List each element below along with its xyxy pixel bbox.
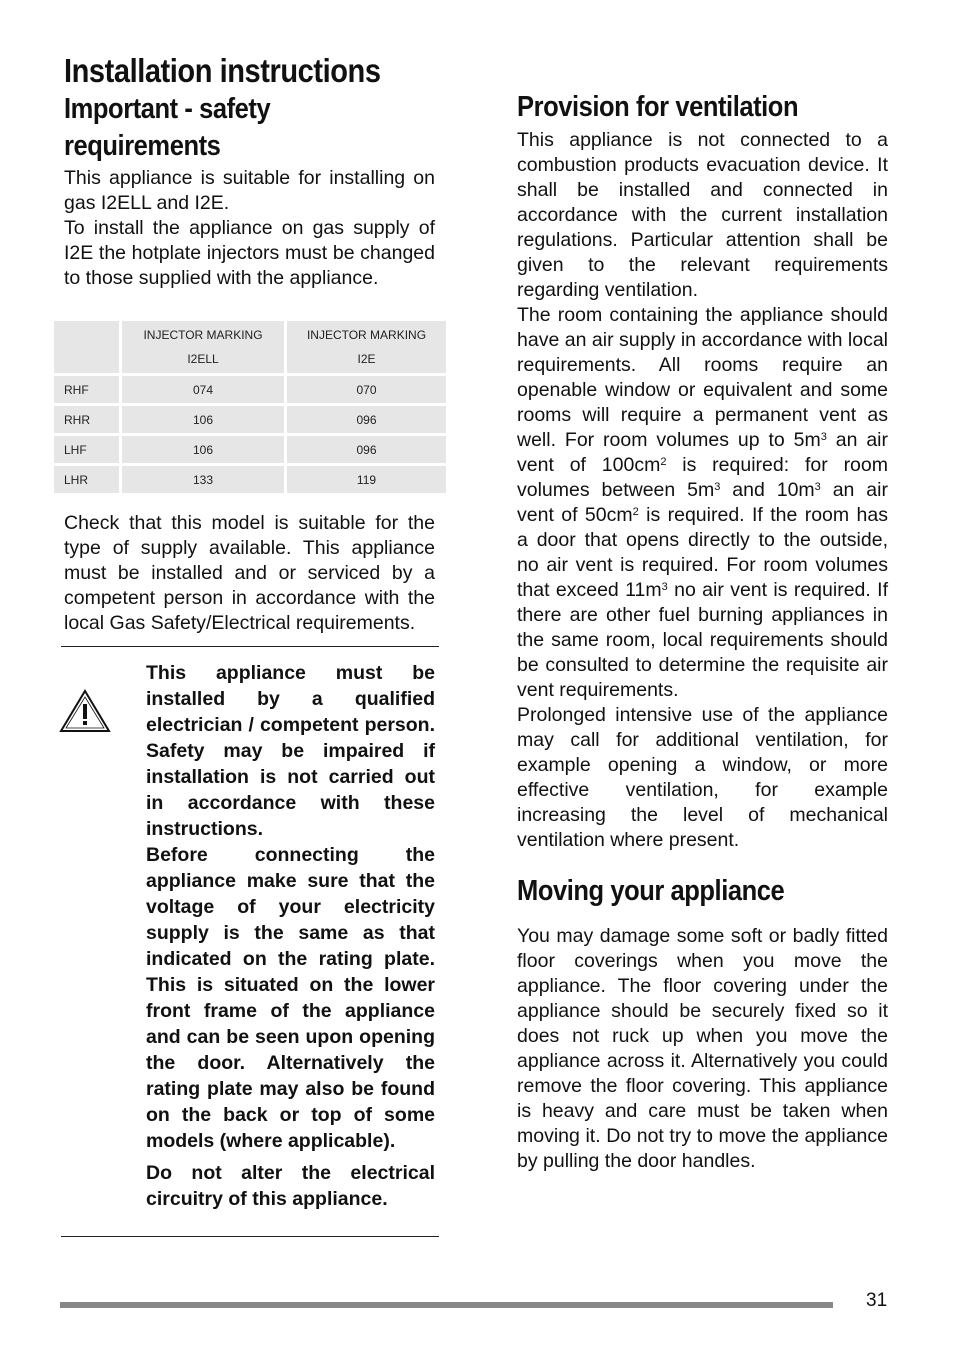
safety-heading: Important - safety requirements	[64, 93, 271, 162]
table-row	[54, 466, 446, 493]
text-run: is required. If the room has a door that opens directly to the outside, no air vent is required. For room volumes that exceed 11m	[517, 504, 888, 601]
warning-block	[146, 660, 435, 1212]
warning-qualified-text: This appliance must be installed by a qualified electrician / competent person. Safety may be impaired if installation is not carried out in accordance with these instructions.	[146, 662, 435, 840]
i2ell-value: 074	[122, 376, 287, 403]
ventilation-para-air-supply	[517, 303, 888, 703]
moving-para: You may damage some soft or badly fitted floor coverings when you move the appliance. The floor covering under the appliance should be securely fixed so it does not ruck up when you move the appliance across it. Alternatively you could remove the floor covering. This appliance is heavy and care must be taken when moving it. Do not try to move the appliance by pulling the door handles.	[517, 925, 888, 1172]
superscript: 3	[814, 481, 821, 493]
warning-circuitry-text: Do not alter the electrical circuitry of this appliance.	[146, 1162, 435, 1210]
warning-top-divider	[61, 646, 439, 647]
safety-para-supply-check	[64, 511, 435, 636]
table-row	[54, 376, 446, 403]
safety-para-gas-types: This appliance is suitable for installing on gas I2ELL and I2E.	[64, 167, 435, 214]
header-cell-i2e	[287, 321, 446, 373]
ventilation-text	[517, 128, 888, 853]
warning-bottom-divider	[61, 1236, 439, 1237]
injector-table-header	[54, 321, 446, 373]
table-row	[54, 406, 446, 433]
page-number: 31	[866, 1290, 888, 1311]
i2e-value: 096	[287, 436, 446, 463]
superscript: 3	[661, 581, 668, 593]
ventilation-para-evacuation: This appliance is not connected to a combustion products evacuation device. It shall be installed and connected in accordance with the current installation regulations. Particular attention shall be given to the relevant requirements regarding ventilation.	[517, 129, 888, 301]
header-cell-i2ell	[122, 321, 287, 373]
text-run: is required: for room volumes between 5m	[517, 454, 888, 501]
i2e-value: 070	[287, 376, 446, 403]
header-blank-cell	[54, 321, 122, 373]
row-label: RHR	[54, 406, 122, 433]
column-subheader: I2E	[357, 352, 376, 366]
injector-table	[54, 318, 446, 496]
table-row	[54, 436, 446, 463]
superscript: 2	[660, 456, 667, 468]
ventilation-heading: Provision for ventilation	[517, 91, 799, 123]
column-subheader: I2ELL	[187, 352, 219, 366]
text-run: and 10m	[720, 479, 815, 501]
warning-voltage-text: Before connecting the appliance make sure that the voltage of your electricity supply is the same as that indicated on the rating plate. This is situated on the lower front frame of the appliance and can be seen upon opening the door. Alternatively the rating plate may also be found on the back or top of some models (where applicable).	[146, 844, 435, 1152]
row-label: RHF	[54, 376, 122, 403]
i2e-value: 096	[287, 406, 446, 433]
safety-intro	[64, 166, 435, 291]
i2e-value: 119	[287, 466, 446, 493]
moving-text	[517, 924, 888, 1174]
row-label: LHF	[54, 436, 122, 463]
supply-check-text: Check that this model is suitable for the type of supply available. This appliance must be installed and or serviced by a competent person in accordance with the local Gas Safety/Electrical requirements.	[64, 512, 435, 634]
text-run: an air vent of 50cm	[517, 479, 888, 526]
i2ell-value: 133	[122, 466, 287, 493]
moving-heading: Moving your appliance	[517, 875, 785, 907]
footer-bar	[60, 1302, 833, 1308]
text-run: The room containing the appliance should have an air supply in accordance with local requirements. All rooms require an openable window or equivalent and some rooms will require a permanent vent as well. For room volumes up to 5m	[517, 304, 888, 451]
superscript: 3	[714, 481, 721, 493]
page-title: Installation instructions	[64, 52, 381, 89]
row-label: LHR	[54, 466, 122, 493]
warning-triangle-icon	[59, 688, 111, 734]
safety-para-injectors: To install the appliance on gas supply of I2E the hotplate injectors must be changed to those supplied with the appliance.	[64, 217, 435, 289]
column-header: INJECTOR MARKING	[143, 328, 263, 342]
text-run: no air vent is required. If there are other fuel burning appliances in the same room, local requirements should be consulted to determine the requisite air vent requirements.	[517, 579, 889, 701]
ventilation-para-prolonged-use: Prolonged intensive use of the appliance may call for additional ventilation, for example opening a window, or more effective ventilation, for example increasing the level of mechanical ventilation where present.	[517, 704, 888, 851]
superscript: 2	[632, 506, 639, 518]
i2ell-value: 106	[122, 406, 287, 433]
superscript: 3	[820, 431, 827, 443]
text-run: an air vent of 100cm	[517, 429, 888, 476]
i2ell-value: 106	[122, 436, 287, 463]
column-header: INJECTOR MARKING	[306, 328, 427, 342]
